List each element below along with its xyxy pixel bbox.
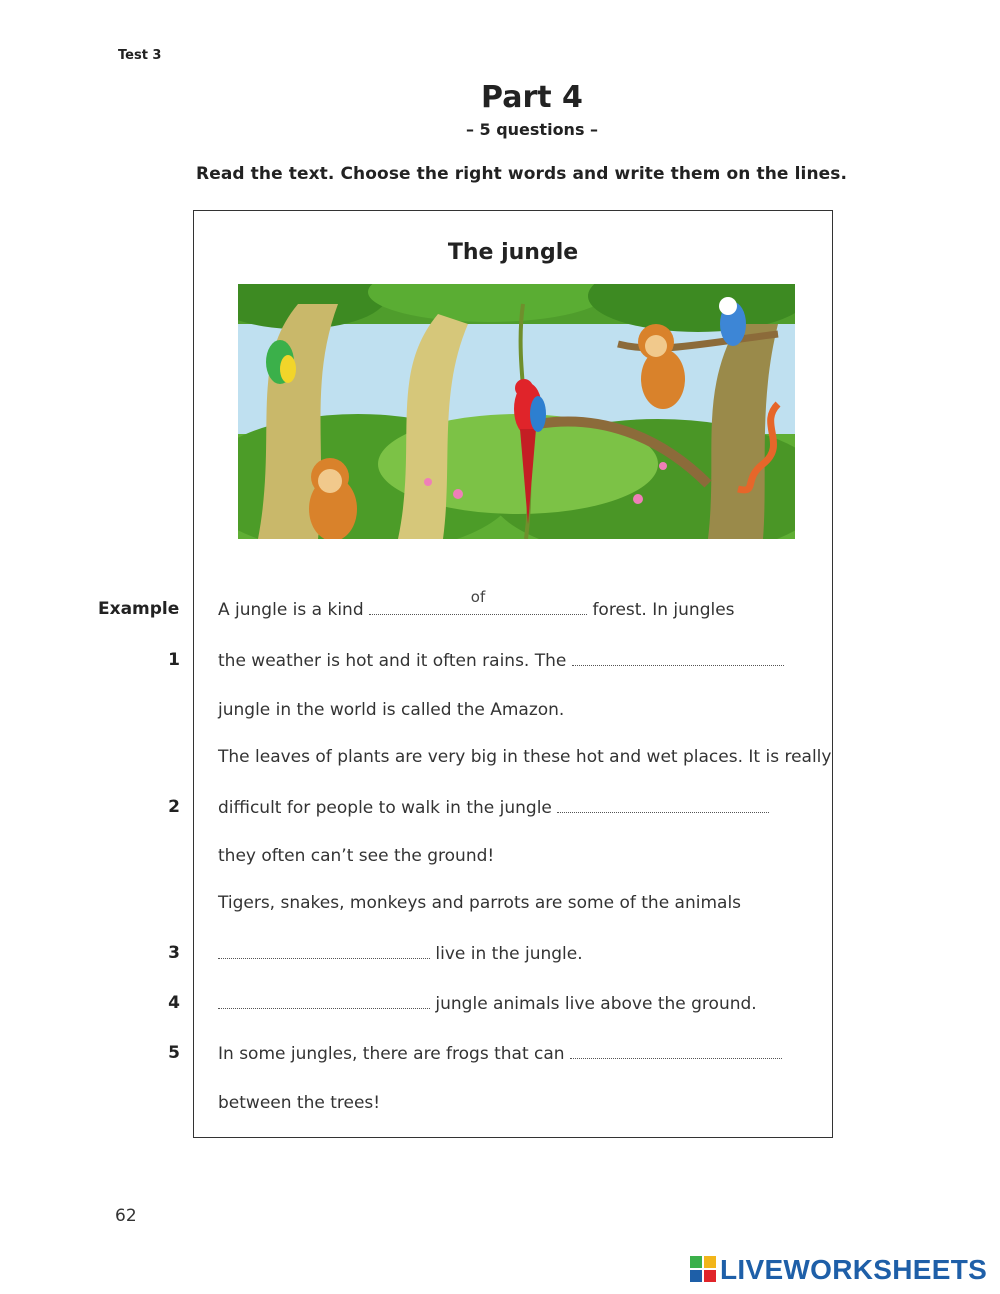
answer-blank-2[interactable] — [557, 798, 769, 813]
text-line-4 — [218, 994, 757, 1014]
page-number: 62 — [115, 1206, 137, 1226]
part-title: Part 4 — [481, 80, 583, 115]
instructions: Read the text. Choose the right words and write them on the lines. — [196, 164, 848, 184]
example-answer-blank — [369, 588, 587, 615]
example-answer: of — [470, 588, 486, 606]
brand-logo-text — [690, 1254, 987, 1286]
answer-blank-1[interactable] — [572, 651, 784, 666]
text-segment: difficult for people to walk in the jungle — [218, 798, 552, 818]
text-line-3 — [218, 944, 583, 964]
text-segment: the weather is hot and it often rains. The — [218, 651, 567, 671]
question-number-3: 3 — [168, 943, 180, 963]
text-line: The leaves of plants are very big in these hot and wet places. It is really — [218, 747, 832, 767]
question-number-2: 2 — [168, 797, 180, 817]
text-line: they often can’t see the ground! — [218, 846, 495, 866]
text-segment: jungle animals live above the ground. — [435, 994, 757, 1014]
test-label: Test 3 — [118, 48, 162, 63]
liveworksheets-logo-icon — [690, 1256, 716, 1282]
text-line-5 — [218, 1044, 782, 1064]
jungle-illustration — [238, 284, 795, 539]
text-segment: A jungle is a kind — [218, 600, 364, 620]
example-label: Example — [98, 599, 180, 619]
brand-name: LIVEWORKSHEETS — [720, 1254, 988, 1285]
question-number-4: 4 — [168, 993, 180, 1013]
text-segment: In some jungles, there are frogs that can — [218, 1044, 565, 1064]
answer-blank-5[interactable] — [570, 1044, 782, 1059]
question-number-5: 5 — [168, 1043, 180, 1063]
answer-blank-3[interactable] — [218, 944, 430, 959]
text-line-example — [218, 588, 735, 620]
text-line: jungle in the world is called the Amazon. — [218, 700, 565, 720]
text-line: Tigers, snakes, monkeys and parrots are some of the animals — [218, 893, 742, 913]
part-subtitle: – 5 questions – — [465, 120, 599, 139]
story-title: The jungle — [447, 240, 579, 265]
question-number-1: 1 — [168, 650, 180, 670]
answer-blank-4[interactable] — [218, 994, 430, 1009]
text-segment: forest. In jungles — [592, 600, 735, 620]
text-segment: live in the jungle. — [435, 944, 583, 964]
text-line-1 — [218, 651, 784, 671]
text-line-2 — [218, 798, 769, 818]
text-line: between the trees! — [218, 1093, 381, 1113]
